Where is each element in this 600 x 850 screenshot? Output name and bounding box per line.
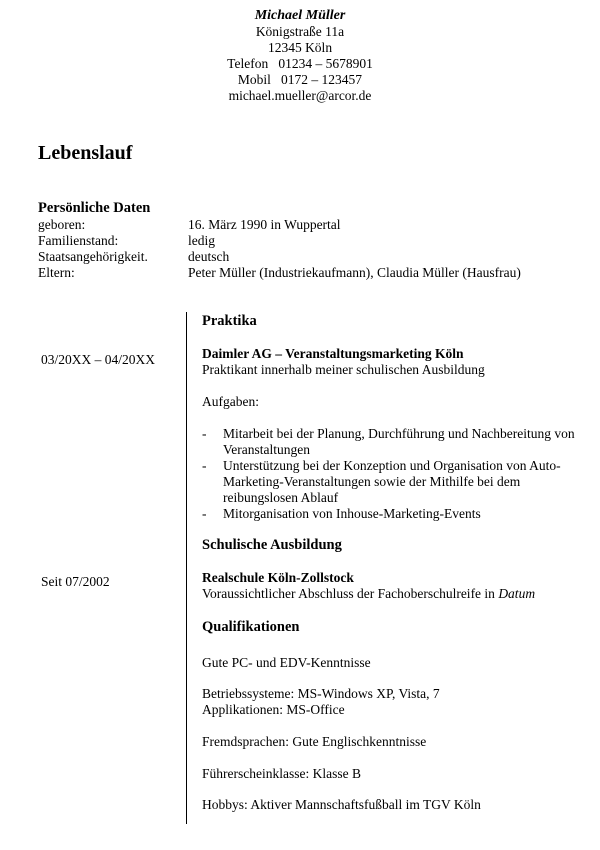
qualification-languages: Fremdsprachen: Gute Englischkenntnisse xyxy=(202,734,427,749)
task-text: Mitorganisation von Inhouse-Marketing-Events xyxy=(223,506,481,521)
personal-label: Staatsangehörigkeit. xyxy=(38,249,148,264)
personal-data-heading: Persönliche Daten xyxy=(38,200,151,216)
bullet-dash: - xyxy=(202,506,207,521)
school-name: Realschule Köln-Zollstock xyxy=(202,570,354,585)
personal-row-parents xyxy=(38,265,578,281)
internship-entry xyxy=(202,346,587,522)
personal-value: 16. März 1990 in Wuppertal xyxy=(188,217,341,232)
task-text: Mitarbeit bei der Planung, Durchführung und Nachbereitung von Veranstaltungen xyxy=(223,426,575,457)
personal-row-marital-status xyxy=(38,233,578,249)
address-city: 12345 Köln xyxy=(267,40,333,55)
school-detail-date-placeholder: Datum xyxy=(498,586,536,601)
phone-number: Telefon 01234 – 5678901 xyxy=(227,56,373,71)
list-item xyxy=(202,426,587,458)
list-item xyxy=(202,458,587,506)
qualifications-heading: Qualifikationen xyxy=(202,619,300,635)
bullet-dash: - xyxy=(202,426,207,441)
internships-heading: Praktika xyxy=(202,313,257,329)
school-date: Seit 07/2002 xyxy=(41,574,110,589)
qualification-applications: Applikationen: MS-Office xyxy=(202,702,345,717)
personal-value: Peter Müller (Industriekaufmann), Claudia Müller (Hausfrau) xyxy=(188,265,521,280)
tasks-label: Aufgaben: xyxy=(202,394,259,409)
address-street: Königstraße 11a xyxy=(255,24,345,39)
qualification-hobbies: Hobbys: Aktiver Mannschaftsfußball im TGV Köln xyxy=(202,797,481,812)
list-item xyxy=(202,506,587,522)
qualification-pc-skills: Gute PC- und EDV-Kenntnisse xyxy=(202,655,371,670)
school-education-heading: Schulische Ausbildung xyxy=(202,537,342,553)
personal-row-nationality xyxy=(38,249,578,265)
task-list xyxy=(202,426,587,522)
school-entry xyxy=(202,570,587,602)
qualification-driver-license: Führerscheinklasse: Klasse B xyxy=(202,766,361,781)
school-detail-text: Voraussichtlicher Abschluss der Fachoberschulreife in xyxy=(202,586,495,601)
school-detail xyxy=(202,586,587,602)
personal-data-section xyxy=(38,200,578,281)
task-text: Unterstützung bei der Konzeption und Organisation von Auto-Marketing-Veranstaltungen sowie der Mithilfe bei dem reibungslosen Ablauf xyxy=(223,458,561,505)
personal-label: geboren: xyxy=(38,217,86,232)
applicant-name: Michael Müller xyxy=(254,8,346,23)
personal-label: Eltern: xyxy=(38,265,75,280)
personal-label: Familienstand: xyxy=(38,233,119,248)
internship-role: Praktikant innerhalb meiner schulischen Ausbildung xyxy=(202,362,485,377)
personal-value: deutsch xyxy=(188,249,230,264)
contact-header xyxy=(150,8,450,104)
internship-date: 03/20XX – 04/20XX xyxy=(41,352,155,367)
mobile-number: Mobil 0172 – 123457 xyxy=(237,72,363,87)
email-address[interactable]: michael.mueller@arcor.de xyxy=(228,88,372,103)
personal-row-born xyxy=(38,217,578,233)
bullet-dash: - xyxy=(202,458,207,473)
document-title: Lebenslauf xyxy=(38,142,133,164)
internship-company: Daimler AG – Veranstaltungsmarketing Köln xyxy=(202,346,464,361)
timeline-divider xyxy=(186,312,187,824)
personal-value: ledig xyxy=(188,233,215,248)
qualification-operating-systems: Betriebssysteme: MS-Windows XP, Vista, 7 xyxy=(202,686,440,701)
